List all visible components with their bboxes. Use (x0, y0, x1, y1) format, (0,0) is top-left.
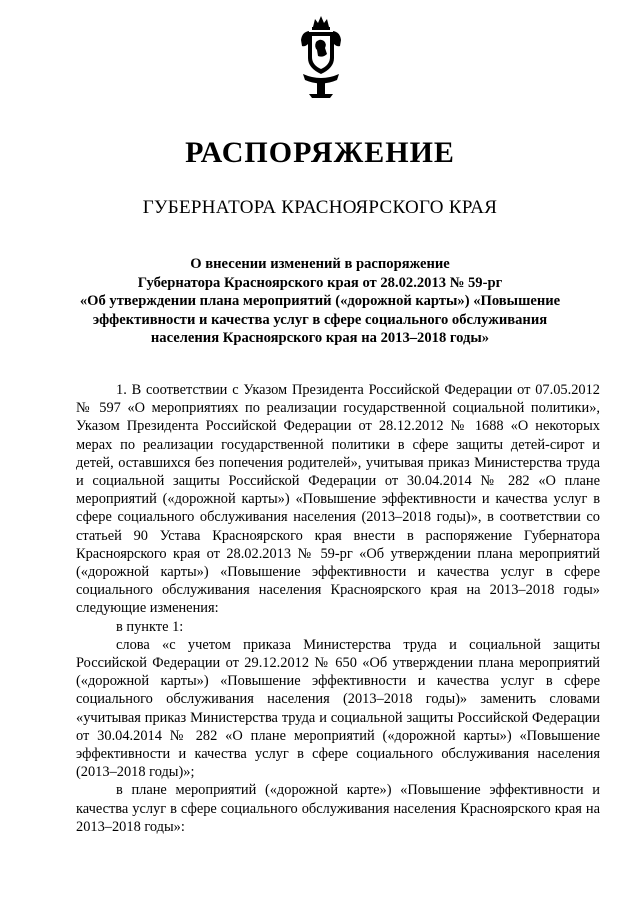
body-paragraph: в плане мероприятий («дорожной карте») «Повышение эффективности и качества услуг в сфере социального обслуживания населения Красноярского края на 2013–2018 годы»: (76, 782, 600, 835)
document-type-title: РАСПОРЯЖЕНИЕ (185, 136, 455, 169)
document-body (76, 381, 600, 836)
subject-line: эффективности и качества услуг в сфере социального обслуживания (92, 311, 548, 328)
body-paragraph: 1. В соответствии с Указом Президента Российской Федерации от 07.05.2012 № 597 «О мероприятиях по реализации государственной социальной политики», Указом Президента Российской Федерации от 28.12.2012 № 1688 «О некоторых мерах по реализации государственной политики в сфере защиты детей-сирот и детей, оставшихся без попечения родителей», учитывая приказ Министерства труда и социальной защиты Российской Федерации от 30.04.2014 № 282 «О плане мероприятий («дорожной карты») «Повышение эффективности и качества услуг в сфере социального обслуживания населения (2013–2018 годы)», в соответствии со статьей 90 Устава Красноярского края внести в распоряжение Губернатора Красноярского края от 28.02.2013 № 59-рг «Об утверждении плана мероприятий («дорожной карты») «Повышение эффективности и качества услуг в сфере социального обслуживания населения Красноярского края на 2013–2018 годы» следующие изменения: (76, 382, 600, 617)
document-subject (40, 255, 600, 348)
body-paragraph: в пункте 1: (116, 618, 184, 635)
body-paragraph: слова «с учетом приказа Министерства труда и социальной защиты Российской Федерации от 29.12.2012 № 650 «Об утверждении плана мероприятий («дорожной карты») «Повышение эффективности и качества услуг в сфере социального обслуживания населения (2013–2018 годы)» заменить словами «учитывая приказ Министерства труда и социальной защиты Российской Федерации от 30.04.2014 № 282 «О плане мероприятий («дорожной карты») «Повышение эффективности и качества услуг в сфере социального обслуживания населения (2013–2018 годы)»; (76, 636, 600, 781)
subject-line: О внесении изменений в распоряжение (190, 256, 450, 272)
issuer-heading: ГУБЕРНАТОРА КРАСНОЯРСКОГО КРАЯ (142, 197, 498, 218)
subject-line: населения Красноярского края на 2013–2018 годы» (150, 330, 490, 347)
subject-line: Губернатора Красноярского края от 28.02.2013 № 59-рг (137, 274, 503, 291)
subject-line: «Об утверждении плана мероприятий («дорожной карты») «Повышение (79, 293, 561, 310)
krasnoyarsk-coat-of-arms-icon (299, 14, 343, 100)
